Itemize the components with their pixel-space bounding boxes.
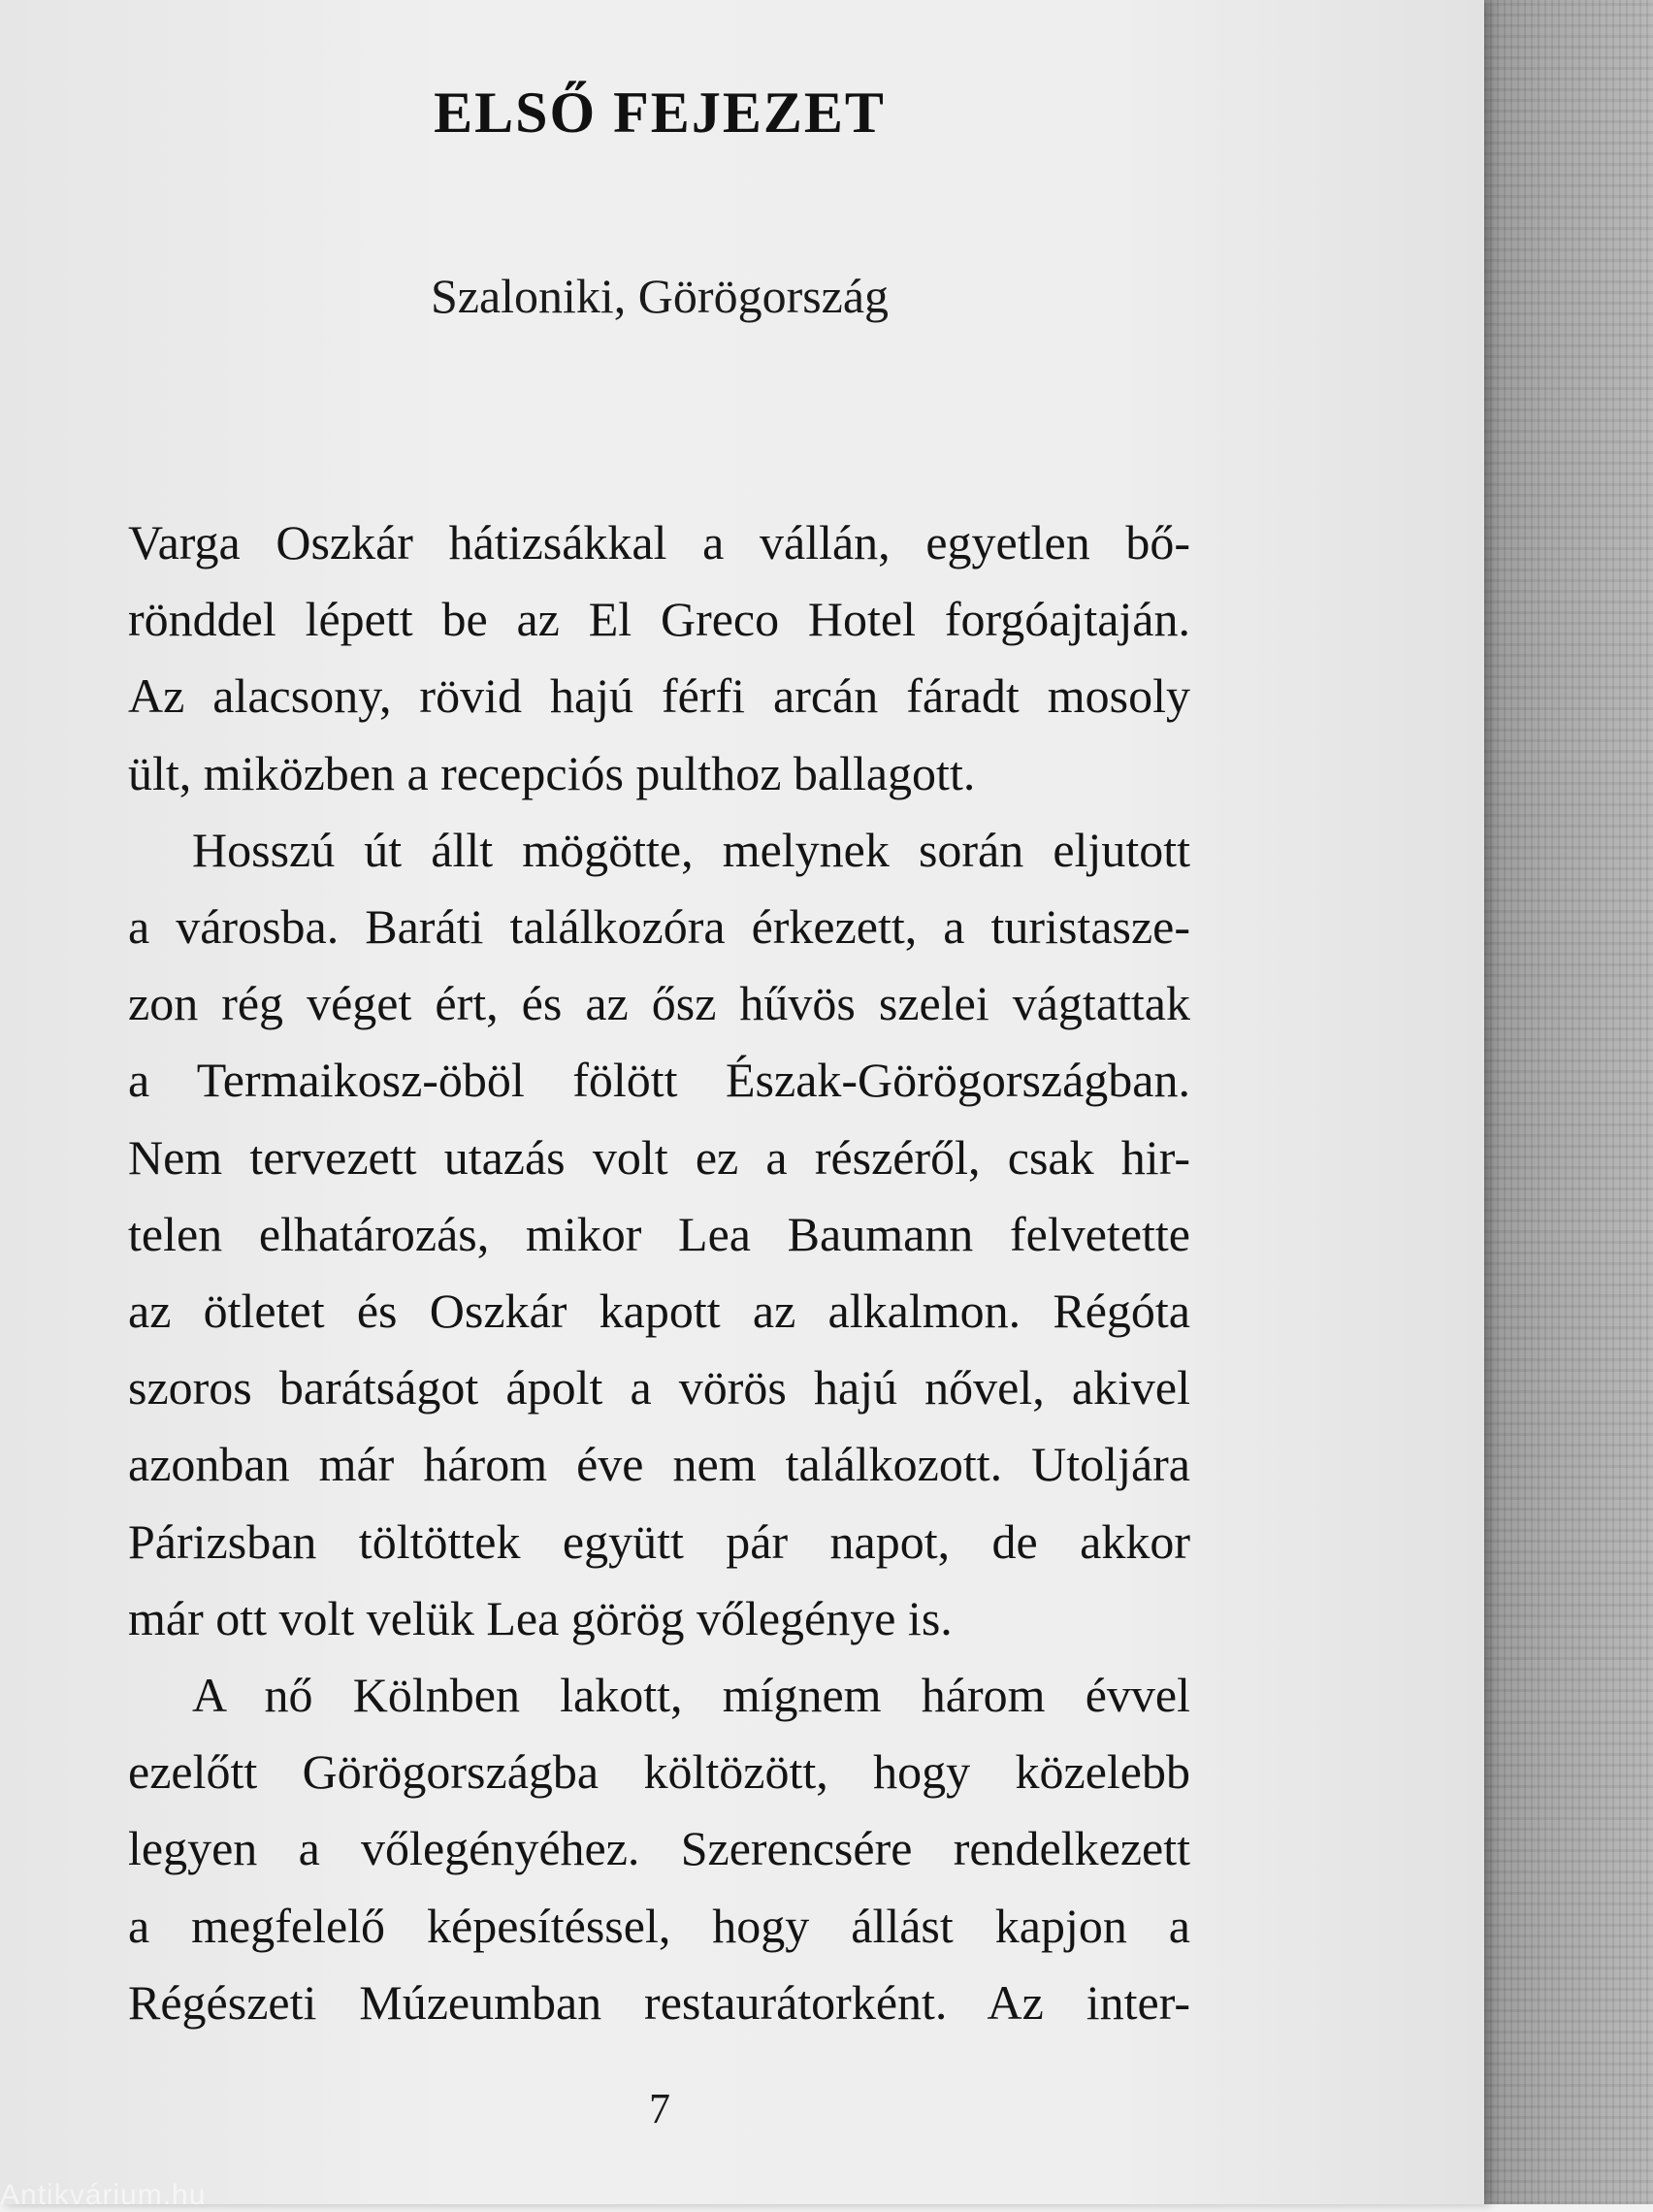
text-line: Párizsban töltöttek együtt pár napot, de akkor	[128, 1513, 1190, 1569]
text-line: azonban már három éve nem találkozott. Utoljára	[128, 1437, 1190, 1492]
text-line: Varga Oszkár hátizsákkal a vállán, egyetlen bő-	[128, 515, 1190, 569]
text-line: Az alacsony, rövid hajú férfi arcán fáradt mosoly	[128, 668, 1190, 724]
text-line: már ott volt velük Lea görög vőlegénye is.	[128, 1590, 953, 1645]
paragraph-3	[128, 1657, 1190, 2041]
chapter-title: ELSŐ FEJEZET	[434, 81, 886, 145]
text-line: legyen a vőlegényéhez. Szerencsére rendelkezett	[128, 1821, 1190, 1876]
text-line: szoros barátságot ápolt a vörös hajú nővel, akivel	[128, 1360, 1190, 1415]
text-line: Hosszú út állt mögötte, melynek során eljutott	[192, 822, 1190, 877]
text-line: ült, miközben a recepciós pulthoz ballagott.	[128, 745, 976, 800]
text-line: A nő Kölnben lakott, mígnem három évvel	[192, 1668, 1190, 1723]
watermark: Antikvárium.hu	[0, 2179, 207, 2211]
chapter-location-subtitle: Szaloniki, Görögország	[430, 269, 890, 323]
text-line: telen elhatározás, mikor Lea Baumann felvetette	[128, 1206, 1190, 1261]
paragraph-2	[128, 812, 1190, 1657]
text-line: a megfelelő képesítéssel, hogy állást kapjon a	[128, 1898, 1190, 1953]
text-line: Régészeti Múzeumban restaurátorként. Az inter-	[128, 1974, 1190, 2030]
paragraph-1	[128, 504, 1190, 812]
chapter-body-text	[128, 504, 1190, 2041]
text-line: rönddel lépett be az El Greco Hotel forgóajtaján.	[128, 592, 1190, 647]
text-line: zon rég véget ért, és az ősz hűvös szelei vágtattak	[128, 976, 1190, 1031]
text-line: az ötletet és Oszkár kapott az alkalmon. Régóta	[128, 1284, 1190, 1339]
text-line: ezelőtt Görögországba költözött, hogy közelebb	[128, 1744, 1190, 1800]
text-line: a Termaikosz-öböl fölött Észak-Görögországban.	[128, 1053, 1190, 1108]
book-backing-surface	[1470, 0, 1653, 2204]
text-line: a városba. Baráti találkozóra érkezett, a turistasze-	[128, 899, 1190, 955]
text-line: Nem tervezett utazás volt ez a részéről, csak hir-	[128, 1129, 1190, 1185]
page-number: 7	[649, 2085, 670, 2132]
